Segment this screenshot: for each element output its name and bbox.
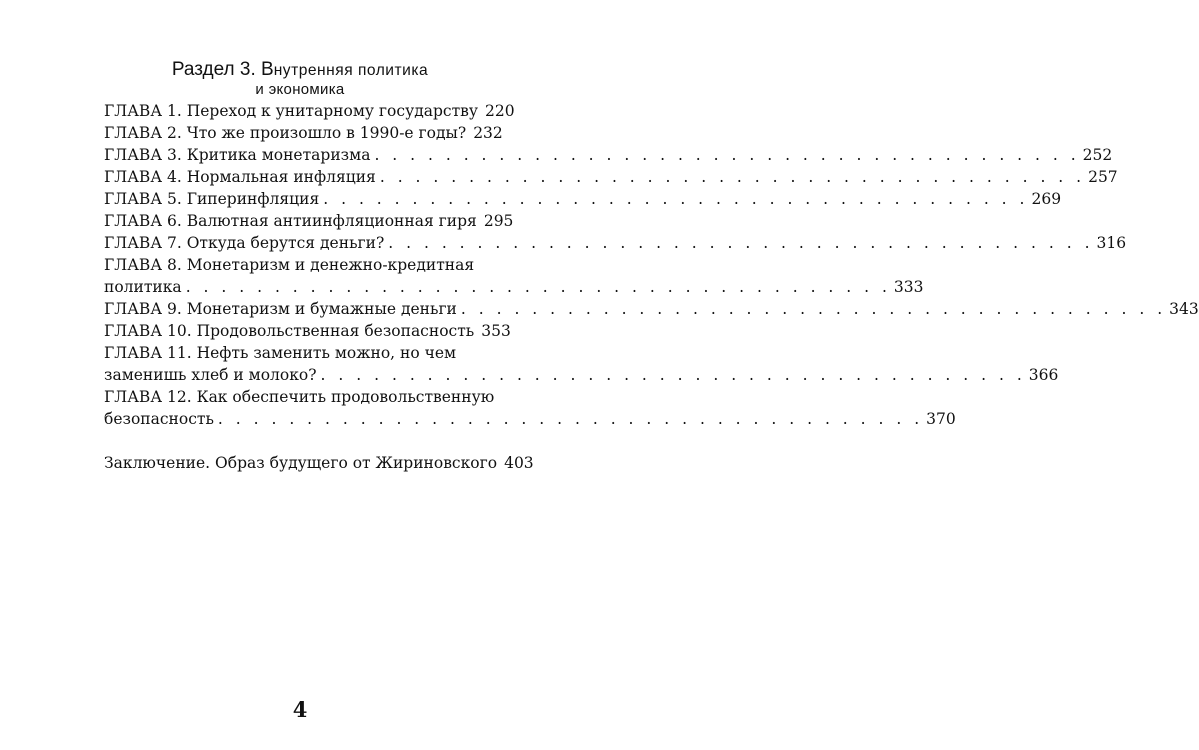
toc-page-number: 220 bbox=[485, 102, 515, 120]
toc-entry-label: безопасность bbox=[104, 410, 214, 428]
toc-entry-label: ГЛАВА 4. Нормальная инфляция bbox=[104, 168, 376, 186]
toc-entry-chapter-8[interactable] bbox=[104, 254, 924, 298]
toc-page-number: 257 bbox=[1088, 168, 1118, 186]
toc-entry-label: ГЛАВА 7. Откуда берутся деньги? bbox=[104, 234, 385, 252]
toc-entry-chapter-6[interactable] bbox=[104, 210, 514, 232]
dot-leader: . . . . . . . . . . . . . . . . . . . . . . . . . . . . . . . . . . . . . . . . bbox=[323, 190, 1029, 208]
section-title-prefix: Раздел 3. В bbox=[171, 59, 274, 80]
toc-page-number: 295 bbox=[483, 212, 514, 230]
toc-entry-chapter-2[interactable] bbox=[104, 122, 503, 144]
toc-entry-label: ГЛАВА 1. Переход к унитарному государству bbox=[104, 102, 478, 120]
toc-entry-conclusion[interactable] bbox=[104, 452, 534, 474]
toc-entry-chapter-12[interactable] bbox=[104, 386, 956, 430]
toc-entry-chapter-3[interactable] bbox=[104, 144, 1113, 166]
dot-leader: . . . . . . . . . . . . . . . . . . . . . . . . . . . . . . . . . . . . . . . . bbox=[185, 278, 891, 296]
toc-page-number: 403 bbox=[504, 454, 534, 472]
dot-leader: . . . . . . . . . . . . . . . . . . . . . . . . . . . . . . . . . . . . . . . . bbox=[217, 410, 924, 428]
toc-entry-chapter-10[interactable] bbox=[104, 320, 511, 342]
toc-entry-label: ГЛАВА 5. Гиперинфляция bbox=[104, 190, 320, 208]
toc-page-number: 252 bbox=[1082, 146, 1113, 164]
toc-entry-label: ГЛАВА 9. Монетаризм и бумажные деньги bbox=[104, 300, 457, 318]
dot-leader: . . . . . . . . . . . . . . . . . . . . . . . . . . . . . . . . . . . . . . . . bbox=[460, 300, 1167, 318]
toc-entry-label: заменишь хлеб и молоко? bbox=[104, 366, 317, 384]
toc-entry-label-line1: ГЛАВА 11. Нефть заменить можно, но чем bbox=[104, 344, 457, 362]
table-of-contents bbox=[104, 100, 1199, 474]
section-subtitle: и экономика bbox=[255, 81, 345, 98]
toc-entry-label: ГЛАВА 2. Что же произошло в 1990-е годы? bbox=[104, 124, 467, 142]
toc-page-number: 370 bbox=[926, 410, 956, 428]
dot-leader: . . . . . . . . . . . . . . . . . . . . . . . . . . . . . . . . . . . . . . . . bbox=[320, 366, 1026, 384]
toc-entry-chapter-9[interactable] bbox=[104, 298, 1199, 320]
toc-page-number: 269 bbox=[1031, 190, 1062, 208]
toc-page-number: 353 bbox=[481, 322, 511, 340]
toc-entry-label: ГЛАВА 10. Продовольственная безопасность bbox=[104, 322, 475, 340]
toc-entry-chapter-7[interactable] bbox=[104, 232, 1127, 254]
toc-page-number: 232 bbox=[473, 124, 503, 142]
toc-page-number: 333 bbox=[893, 278, 924, 296]
toc-entry-chapter-1[interactable] bbox=[104, 100, 515, 122]
toc-entry-label: ГЛАВА 6. Валютная антиинфляционная гиря bbox=[104, 212, 477, 230]
toc-page-number: 366 bbox=[1028, 366, 1059, 384]
toc-entry-label: политика bbox=[104, 278, 182, 296]
dot-leader: . . . . . . . . . . . . . . . . . . . . . . . . . . . . . . . . . . . . . . . . bbox=[388, 234, 1094, 252]
toc-entry-chapter-4[interactable] bbox=[104, 166, 1118, 188]
toc-entry-chapter-11[interactable] bbox=[104, 342, 1059, 386]
toc-entry-chapter-5[interactable] bbox=[104, 188, 1062, 210]
toc-page-number: 343 bbox=[1169, 300, 1199, 318]
dot-leader: . . . . . . . . . . . . . . . . . . . . . . . . . . . . . . . . . . . . . . . . bbox=[374, 146, 1080, 164]
toc-entry-label: Заключение. Образ будущего от Жириновского bbox=[104, 454, 498, 472]
toc-entry-label: ГЛАВА 3. Критика монетаризма bbox=[104, 146, 371, 164]
toc-page-number: 316 bbox=[1096, 234, 1127, 252]
dot-leader: . . . . . . . . . . . . . . . . . . . . . . . . . . . . . . . . . . . . . . . . bbox=[379, 168, 1086, 186]
section-title bbox=[0, 60, 600, 79]
toc-entry-label-line1: ГЛАВА 12. Как обеспечить продовольственную bbox=[104, 388, 495, 406]
section-title-rest: нутренняя политика bbox=[273, 62, 429, 79]
toc-entry-label-line1: ГЛАВА 8. Монетаризм и денежно-кредитная bbox=[104, 256, 475, 274]
page-number: 4 bbox=[292, 697, 308, 722]
